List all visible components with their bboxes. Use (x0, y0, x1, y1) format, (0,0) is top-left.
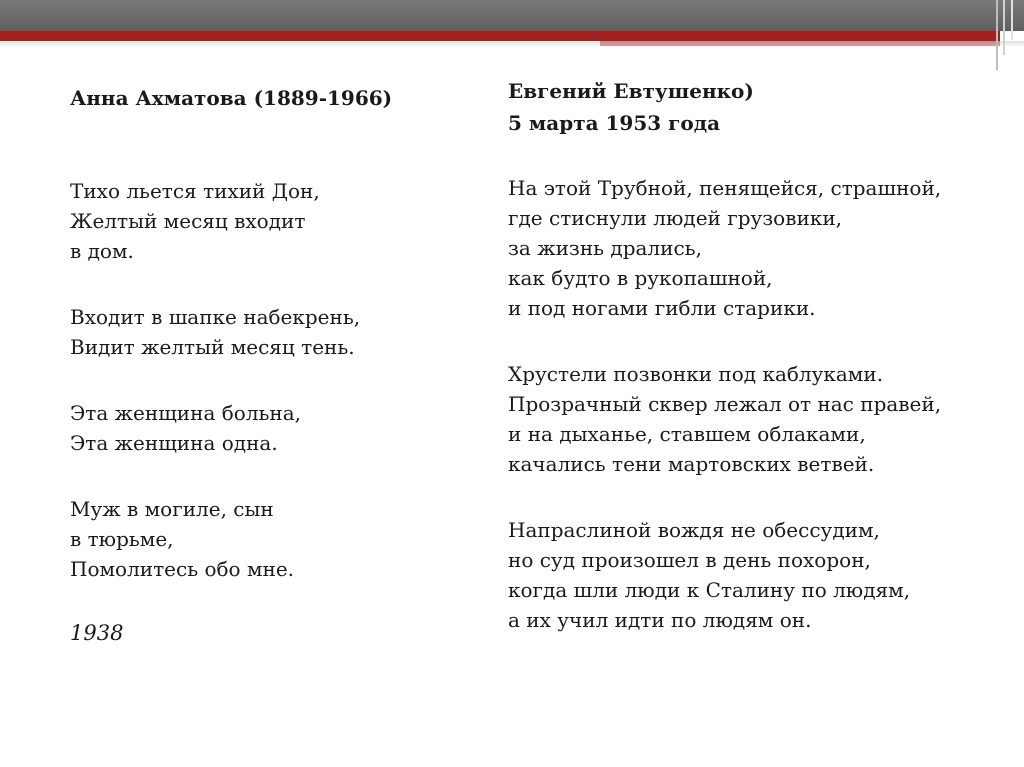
poem-line: Эта женщина одна. (70, 431, 278, 455)
slide-top-bar (0, 0, 1024, 31)
left-stanza-2 (70, 302, 490, 362)
poem-line: Желтый месяц входит (70, 209, 306, 233)
poem-line: и на дыханье, ставшем облаками, (508, 422, 866, 446)
right-stanza-2 (508, 359, 1008, 479)
left-poem-author: Анна Ахматова (1889-1966) (70, 86, 393, 110)
right-poem-date: 5 марта 1953 года (508, 111, 721, 135)
poem-line: но суд произошел в день похорон, (508, 548, 871, 572)
slide-bar-shadow (0, 41, 1024, 47)
poem-line: а их учил идти по людям он. (508, 608, 812, 632)
poem-line: Напраслиной вождя не обессудим, (508, 518, 880, 542)
right-stanza-1 (508, 173, 1008, 323)
right-stanza-3 (508, 515, 1008, 635)
left-poem-column (70, 82, 490, 648)
poem-line: Помолитесь обо мне. (70, 557, 295, 581)
poem-year: 1938 (70, 621, 124, 645)
poem-line: Прозрачный сквер лежал от нас правей, (508, 392, 942, 416)
left-stanza-3 (70, 398, 490, 458)
left-stanza-1 (70, 176, 490, 266)
poem-line: в дом. (70, 239, 134, 263)
poem-line: Муж в могиле, сын (70, 497, 274, 521)
poem-line: когда шли люди к Сталину по людям, (508, 578, 911, 602)
slide-edge-decoration (996, 0, 998, 70)
left-stanza-4 (70, 494, 490, 584)
poem-line: в тюрьме, (70, 527, 174, 551)
poem-line: за жизнь дрались, (508, 236, 702, 260)
poem-line: На этой Трубной, пенящейся, страшной, (508, 176, 942, 200)
poem-line: и под ногами гибли старики. (508, 296, 816, 320)
poem-line: Входит в шапке набекрень, (70, 305, 361, 329)
poem-line: Видит желтый месяц тень. (70, 335, 355, 359)
poem-line: Хрустели позвонки под каблуками. (508, 362, 884, 386)
slide-edge-decoration (1011, 0, 1013, 40)
right-poem-author: Евгений Евтушенко) (508, 79, 754, 103)
poem-line: качались тени мартовских ветвей. (508, 452, 875, 476)
slide-accent-stripe (0, 31, 1000, 41)
slide-edge-decoration (1003, 0, 1005, 55)
poem-line: Тихо льется тихий Дон, (70, 179, 320, 203)
poem-line: Эта женщина больна, (70, 401, 302, 425)
right-poem-column (508, 75, 1008, 635)
poem-line: где стиснули людей грузовики, (508, 206, 843, 230)
poem-line: как будто в рукопашной, (508, 266, 773, 290)
